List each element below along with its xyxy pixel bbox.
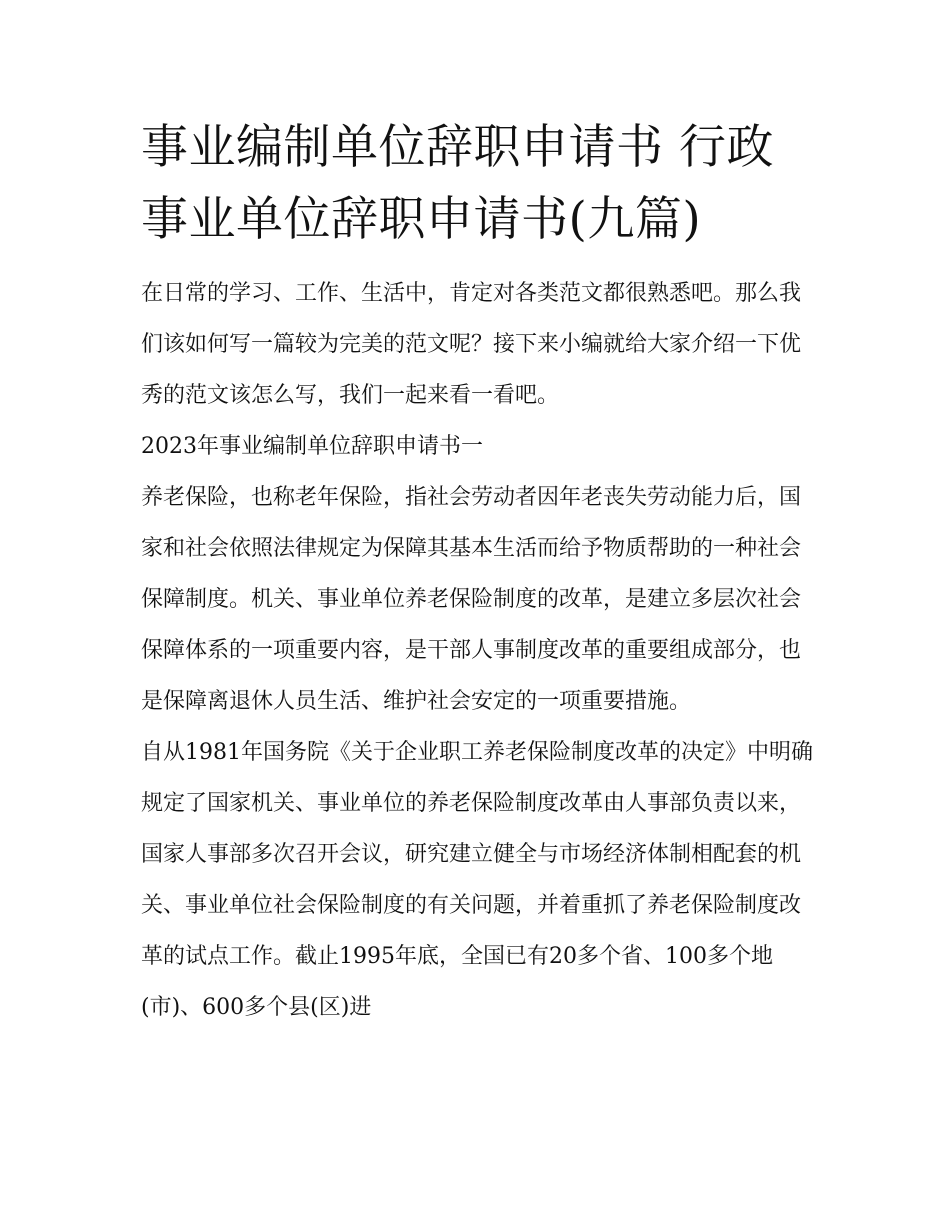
section-heading: 2023年事业编制单位辞职申请书一 xyxy=(141,434,483,459)
document-title: 事业编制单位辞职申请书 行政事业单位辞职申请书(九篇) xyxy=(141,120,774,247)
document-content xyxy=(141,112,813,1033)
body-paragraph: 自从1981年国务院《关于企业职工养老保险制度改革的决定》中明确规定了国家机关、事业单位的养老保险制度改革由人事部负责以来，国家人事部多次召开会议，研究建立健全与市场经济体制相配套的机关、事业单位社会保险制度的有关问题，并着重抓了养老保险制度改革的试点工作。截止1995年底，全国已有20多个省、100多个地(市)、600多个县(区)进 xyxy=(141,740,813,1020)
document-body xyxy=(141,268,813,1033)
intro-paragraph: 在日常的学习、工作、生活中，肯定对各类范文都很熟悉吧。那么我们该如何写一篇较为完美的范文呢？接下来小编就给大家介绍一下优秀的范文该怎么写，我们一起来看一看吧。 xyxy=(141,281,802,408)
body-paragraph: 养老保险，也称老年保险，指社会劳动者因年老丧失劳动能力后，国家和社会依照法律规定为保障其基本生活而给予物质帮助的一种社会保障制度。机关、事业单位养老保险制度的改革，是建立多层次社会保障体系的一项重要内容，是干部人事制度改革的重要组成部分，也是保障离退休人员生活、维护社会安定的一项重要措施。 xyxy=(141,485,802,714)
